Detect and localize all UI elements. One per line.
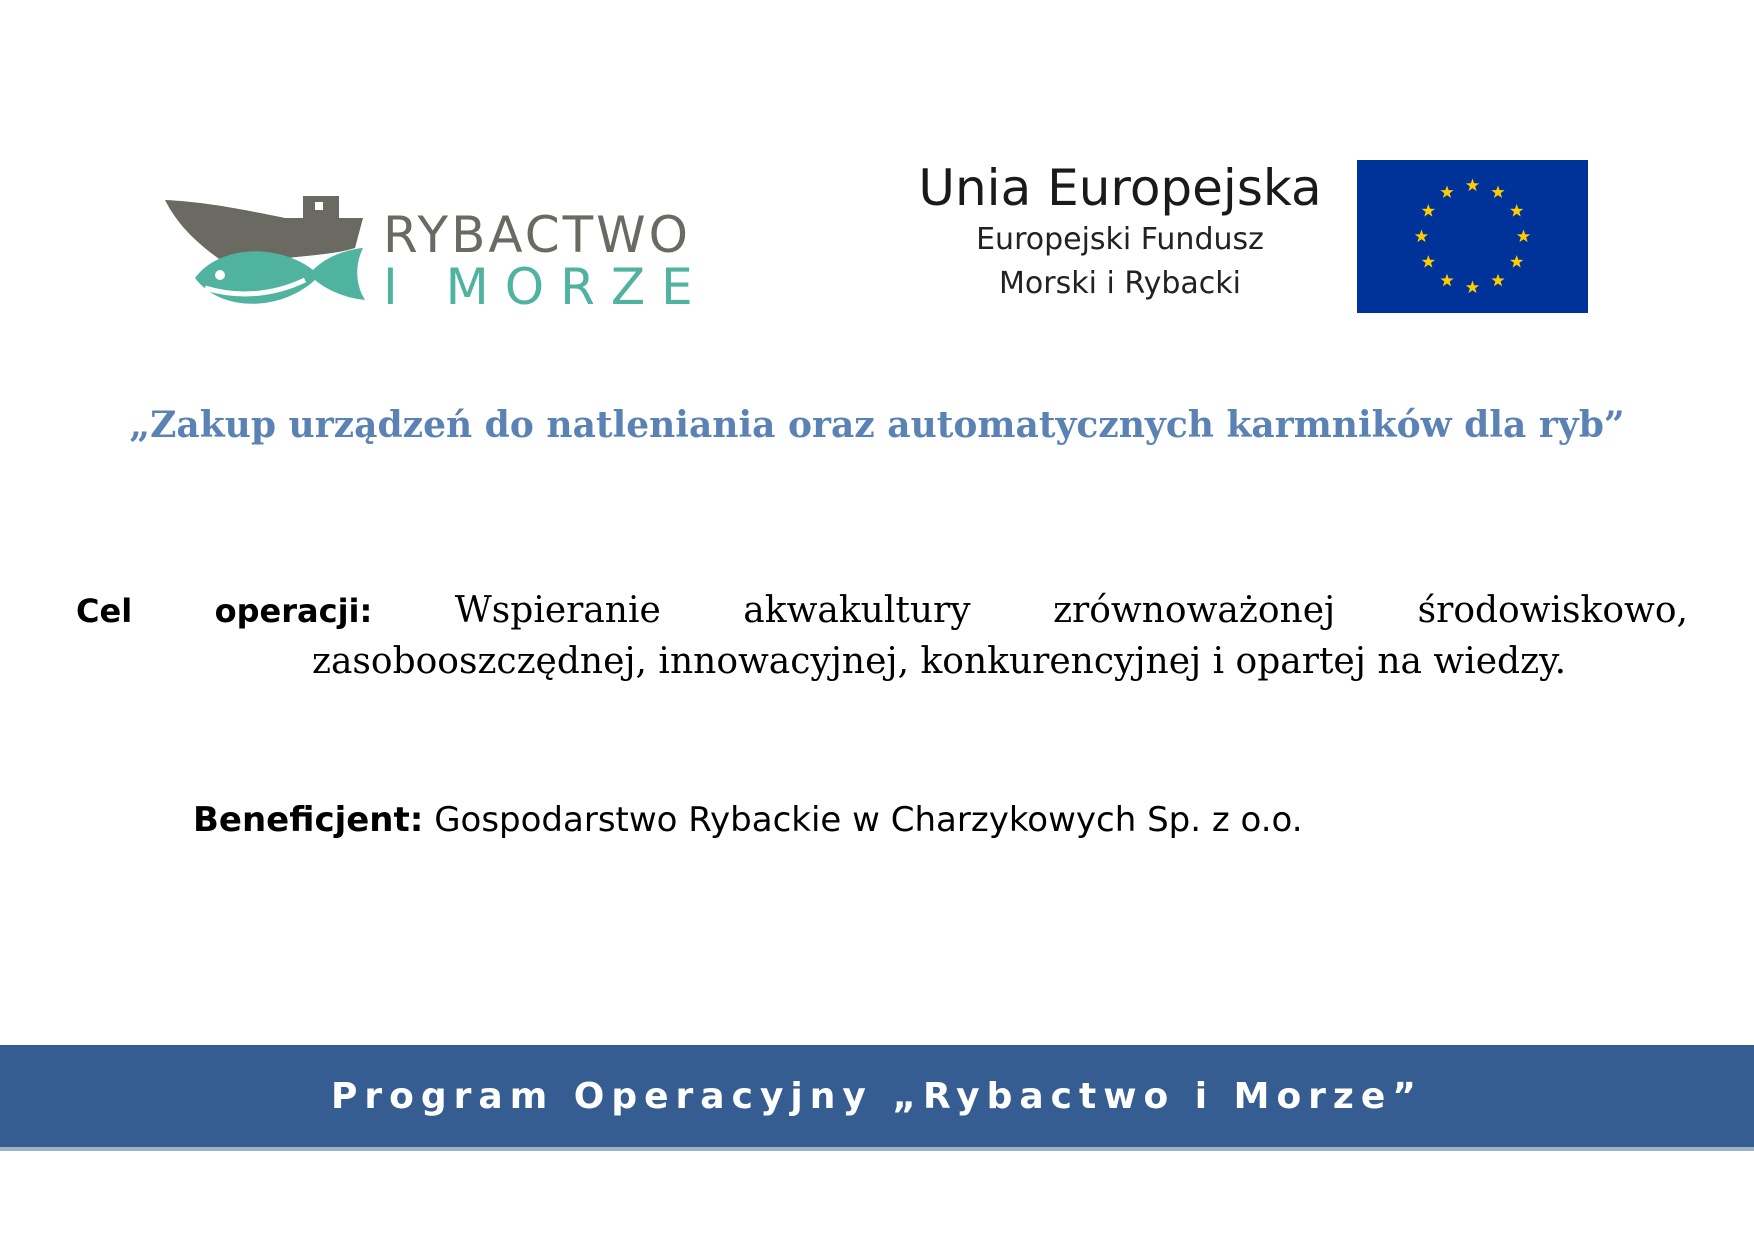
beneficiary-label: Beneficjent: <box>193 800 424 840</box>
boat-fish-logo-icon <box>165 188 375 323</box>
goal-label-operacji: operacji: <box>214 592 373 630</box>
eu-fund-line2: Morski i Rybacki <box>999 266 1241 301</box>
beneficiary-value: Gospodarstwo Rybackie w Charzykowych Sp. z o.o. <box>434 800 1303 840</box>
rybactwo-i-morze-logo <box>165 188 709 323</box>
goal-word: środowiskowo, <box>1417 590 1688 631</box>
goal-word: Wspieranie <box>454 590 661 631</box>
goal-label-cel: Cel <box>76 592 133 630</box>
footer-bar <box>0 1045 1754 1151</box>
goal-first-line <box>76 590 1688 631</box>
footer-program-name: Program Operacyjny „Rybactwo i Morze” <box>331 1075 1423 1117</box>
goal-second-line: zasobooszczędnej, innowacyjnej, konkurencyjnej i opartej na wiedzy. <box>312 641 1567 682</box>
logo-text-i-morze: I MORZE <box>383 258 709 316</box>
beneficiary <box>193 800 1303 840</box>
logo-text-rybactwo: RYBACTWO <box>383 206 691 264</box>
goal-word: akwakultury <box>743 590 971 631</box>
operation-goal <box>76 590 1688 682</box>
project-title: „Zakup urządzeń do natleniania oraz automatycznych karmników dla ryb” <box>129 404 1625 446</box>
eu-title: Unia Europejska <box>918 159 1322 217</box>
eu-flag-icon <box>1357 160 1588 313</box>
eu-fund-line1: Europejski Fundusz <box>976 222 1264 257</box>
eu-logo-text <box>880 158 1360 306</box>
goal-word: zrównoważonej <box>1053 590 1336 631</box>
